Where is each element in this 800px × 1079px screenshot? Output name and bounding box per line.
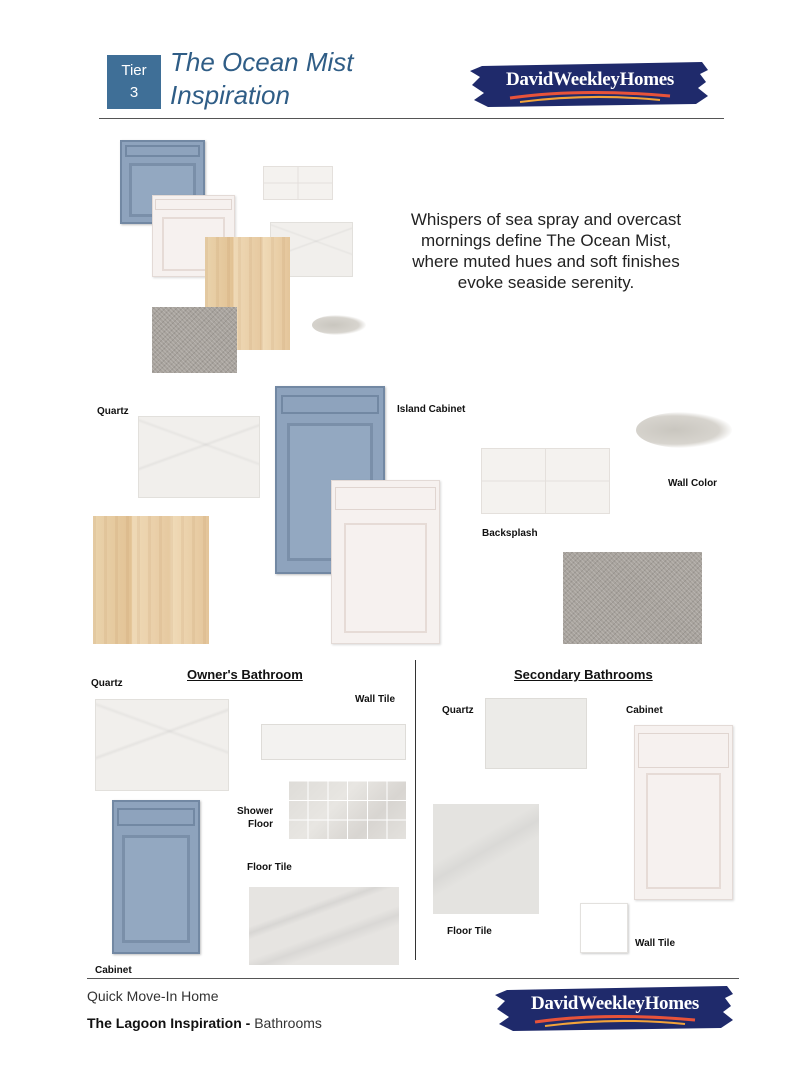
kitchen-white-cabinet-swatch [331,480,440,644]
secondary-wall-tile-label: Wall Tile [635,938,676,949]
secondary-quartz-label: Quartz [442,705,474,716]
owners-bathroom-title: Owner's Bathroom [187,667,303,682]
collage-backsplash-swatch [263,166,333,200]
kitchen-wood-floor-swatch [93,516,209,644]
footer-home-type: Quick Move-In Home [87,988,219,1004]
logo-text: DavidWeekleyHomes [506,69,674,90]
owners-wall-tile-label: Wall Tile [355,694,396,705]
secondary-cabinet-swatch [634,725,733,900]
tier-word: Tier [121,62,147,79]
tier-badge [107,55,161,109]
footer-plan-name [87,1015,322,1031]
footer-logo-text: DavidWeekleyHomes [531,993,699,1014]
secondary-floor-tile-swatch [433,804,539,914]
island-cabinet-label: Island Cabinet [397,404,466,415]
header-divider [99,118,724,119]
kitchen-quartz-swatch [138,416,260,498]
kitchen-carpet-swatch [563,552,702,644]
backsplash-swatch [481,448,610,514]
owners-floor-tile-label: Floor Tile [247,862,292,873]
owners-shower-floor-label [237,805,273,831]
footer-plan-name-bold: The Lagoon Inspiration - [87,1015,251,1031]
secondary-floor-tile-label: Floor Tile [447,926,492,937]
footer-plan-name-rest: Bathrooms [250,1015,322,1031]
owners-cabinet-swatch [112,800,200,954]
owners-quartz-swatch [95,699,229,791]
secondary-bathrooms-title: Secondary Bathrooms [514,667,653,682]
footer-divider [87,978,739,979]
owners-floor-tile-swatch [249,887,399,965]
shower-floor-line-1: Shower [237,806,274,817]
section-divider [415,660,416,960]
owners-shower-floor-swatch [288,781,406,840]
collage-paint-swatch [312,315,366,335]
owners-quartz-label: Quartz [91,678,123,689]
shower-floor-line-2: Floor [248,819,273,830]
secondary-wall-tile-swatch [580,903,628,953]
secondary-cabinet-label: Cabinet [626,705,663,716]
owners-wall-tile-swatch [261,724,406,760]
owners-cabinet-label: Cabinet [95,965,132,976]
backsplash-label: Backsplash [482,528,538,539]
inspiration-description: Whispers of sea spray and overcast mornings define The Ocean Mist, where muted hues and soft finishes evoke seaside serenity. [410,210,682,292]
title-line-2: Inspiration [170,80,290,110]
kitchen-quartz-label: Quartz [97,406,129,417]
footer-brand-logo [495,984,735,1034]
tier-number: 3 [129,84,139,101]
wall-color-label: Wall Color [668,478,718,489]
secondary-quartz-swatch [485,698,587,769]
page-title [170,46,430,112]
wall-color-swatch [636,412,732,448]
brand-logo [470,60,710,110]
collage-carpet-swatch [152,307,237,373]
title-line-1: The Ocean Mist [170,47,354,77]
